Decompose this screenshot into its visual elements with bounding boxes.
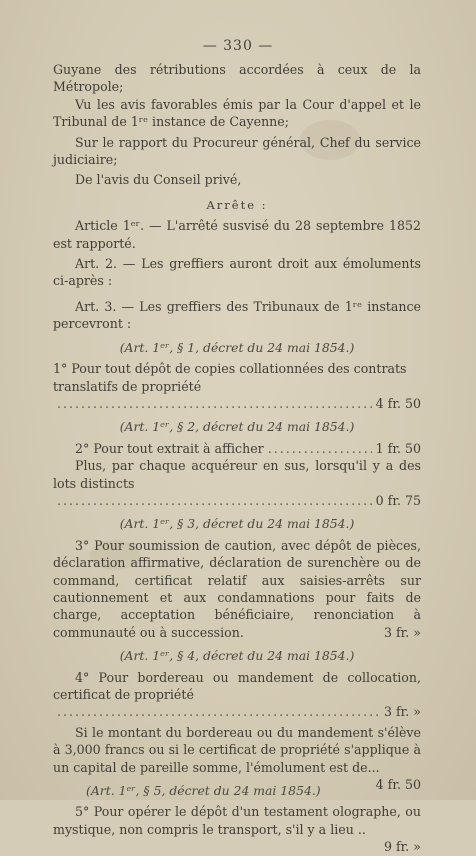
paragraph-vu-avis: Vu les avis favorables émis par la Cour d'appel et le Tribunal de 1ʳᵉ instance de Cayenne; [53,96,421,130]
reference-5: (Art. 1ᵉʳ, § 5, décret du 24 mai 1854.) [86,783,321,799]
reference-3: (Art. 1ᵉʳ, § 3, décret du 24 mai 1854.) [119,516,355,532]
arrete-heading: Arrête : [206,197,268,212]
item-4-text: 4° Pour bordereau ou mandement de collocation, certificat de propriété [53,669,421,702]
item-2b-text: Plus, par chaque acquéreur en sus, lorsqu'il y a des lots distincts [53,458,421,491]
article-3: Art. 3. — Les greffiers des Tribunaux de 1ʳᵉ instance percevront : [53,298,421,332]
article-2: Art. 2. — Les greffiers auront droit aux émoluments ci-après : [53,256,421,289]
item-2a-line [53,440,421,457]
item-2a-price: 1 fr. 50 [375,440,421,456]
paragraph-rapport: Sur le rapport du Procureur général, Chef du service judiciaire; [53,134,421,168]
page-number: — 330 — [202,38,274,54]
item-1-line [53,395,421,412]
item-5-text: 5° Pour opérer le dépôt d'un testament olographe, ou mystique, non compris le transport, s'il y a lieu .. 9 fr. » [53,804,421,855]
reference-4: (Art. 1ᵉʳ, § 4, décret du 24 mai 1854.) [119,648,355,664]
item-2b-price: 0 fr. 75 [375,492,421,508]
article-1: Article 1ᵉʳ. — L'arrêté susvisé du 28 septembre 1852 est rapporté. [53,218,421,251]
item-1-price: 4 fr. 50 [375,395,421,411]
item-3-text: 3° Pour soumission de caution, avec dépôt de pièces, déclaration affirmative, déclaration de surenchère ou de command, certificat relatif aux saisies-arrêts sur cautionnement et aux condamnations pour faits de charge, acceptation bénéficiaire, renonciation à communauté ou à succession. 3 fr. » [53,537,421,640]
item-4-price: 3 fr. » [383,704,421,720]
item-3-price: 3 fr. » [383,624,421,640]
item-4b-text: Si le montant du bordereau ou du mandement s'élève à 3,000 francs ou si le certificat de propriété s'applique à un capital de pareille somme, l'émolument est de... 4 fr. 50 [53,724,421,793]
reference-1: (Art. 1ᵉʳ, § 1, décret du 24 mai 1854.) [119,339,355,355]
paragraph-conseil: De l'avis du Conseil privé, [75,172,242,188]
item-4b-price: 4 fr. 50 [375,777,421,793]
item-1-text: 1° Pour tout dépôt de copies collationnées des contrats translatifs de propriété [53,361,407,394]
item-5-price: 9 fr. » [383,839,421,855]
document-body [53,61,421,856]
item-2b-line [53,492,421,509]
item-4-line [53,703,421,720]
item-2a-text: 2° Pour tout extrait à afficher [75,440,264,456]
paragraph-guyane: Guyane des rétributions accordées à ceux de la Métropole; [53,62,421,95]
reference-2: (Art. 1ᵉʳ, § 2, décret du 24 mai 1854.) [119,419,355,435]
